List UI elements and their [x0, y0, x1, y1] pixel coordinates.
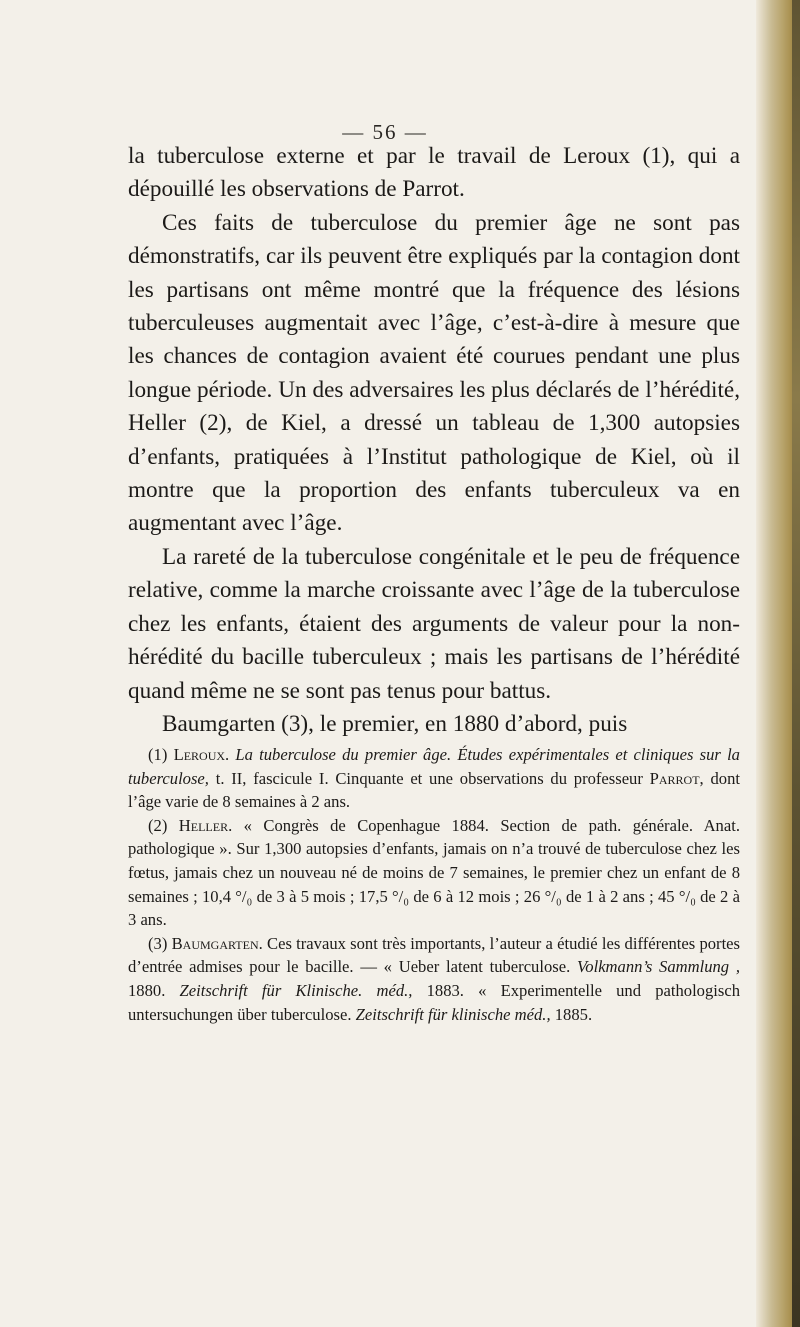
paragraph-4: Baumgarten (3), le premier, en 1880 d’abord, puis — [162, 710, 628, 737]
footnote-1 — [128, 743, 740, 814]
footnote-1-title: La tuberculose du premier âge. Études expérimentales et cliniques sur la tuberculose, — [128, 745, 740, 788]
footnote-3-text-a: Ces travaux sont très importants, l’auteur a étudié les différentes portes d’entrée admises pour le bacille. — « Ueber latent tuberculose. — [128, 933, 740, 977]
footnote-3-text-c: 1883. « Experimentelle und pathologisch untersuchungen über tuberculose. — [128, 980, 740, 1024]
paragraph-3: La rareté de la tuberculose congénitale et le peu de fréquence relative, comme la marche croissante avec l’âge de la tuberculose chez les enfants, étaient des arguments de valeur pour la non-hérédité du bacille tuberculeux ; mais les partisans de l’hérédité quand même ne se sont pas tenus pour battus. — [128, 543, 740, 704]
footnote-1-number: (1) — [148, 745, 168, 764]
footnote-3-source-c: Zeitschrift für klinische méd., — [355, 1004, 551, 1024]
footnote-2 — [128, 814, 740, 932]
footnote-2-number: (2) — [148, 815, 168, 835]
footnote-2-text: « Congrès de Copenhague 1884. Section de path. générale. Anat. pathologique ». Sur 1,300 autopsies d’enfants, jamais on n’a trouvé de tuberculose chez les fœtus, jamais chez un nouveau né de moins de 7 semaines, le premier chez un enfant de 8 semaines ; 10,4 °/₀ de 3 à 5 mois ; 17,5 °/₀ de 6 à 12 mois ; 26 °/₀ de 1 à 2 ans ; 45 °/₀ de 2 à 3 ans. — [128, 815, 740, 930]
paragraph-2: Ces faits de tuberculose du premier âge ne sont pas démonstratifs, car ils peuvent être expliqués par la contagion dont les partisans ont même montré que la fréquence des lésions tuberculeuses augmentait avec l’âge, c’est-à-dire à mesure que les chances de contagion avaient été courues pendant une plus longue période. Un des adversaires les plus déclarés de l’hérédité, Heller (2), de Kiel, a dressé un tableau de 1,300 autopsies d’enfants, pratiquées à l’Institut pathologique de Kiel, où il montre que la proportion des enfants tuberculeux va en augmentant avec l’âge. — [128, 209, 740, 537]
paragraph-1: la tuberculose externe et par le travail de Leroux (1), qui a dépouillé les observations de Parrot. — [128, 143, 740, 203]
footnote-3-author: Baumgarten. — [171, 933, 263, 953]
footnote-1-author: Leroux. — [173, 745, 230, 764]
footnotes — [128, 743, 740, 1026]
footnote-3-text-b: 1880. — [128, 980, 166, 1000]
footnote-3-text-d: 1885. — [554, 1004, 593, 1024]
footnote-3 — [128, 932, 740, 1026]
footnote-1-parrot: Parrot, — [649, 768, 704, 788]
footnote-2-author: Heller. — [178, 815, 233, 835]
page-edge — [756, 0, 800, 1327]
footnote-1-text: t. II, fascicule I. Cinquante et une observations du professeur — [215, 768, 643, 788]
footnote-3-source-b: Zeitschrift für Klinische. méd., — [179, 980, 413, 1000]
footnote-1-text-end: dont l’âge varie de 8 semaines à 2 ans. — [128, 768, 740, 812]
page-number: — 56 — — [342, 120, 428, 144]
footnote-3-source-a: Volkmann’s Sammlung , — [576, 957, 740, 977]
footnote-3-number: (3) — [148, 933, 168, 953]
main-text — [128, 140, 740, 741]
